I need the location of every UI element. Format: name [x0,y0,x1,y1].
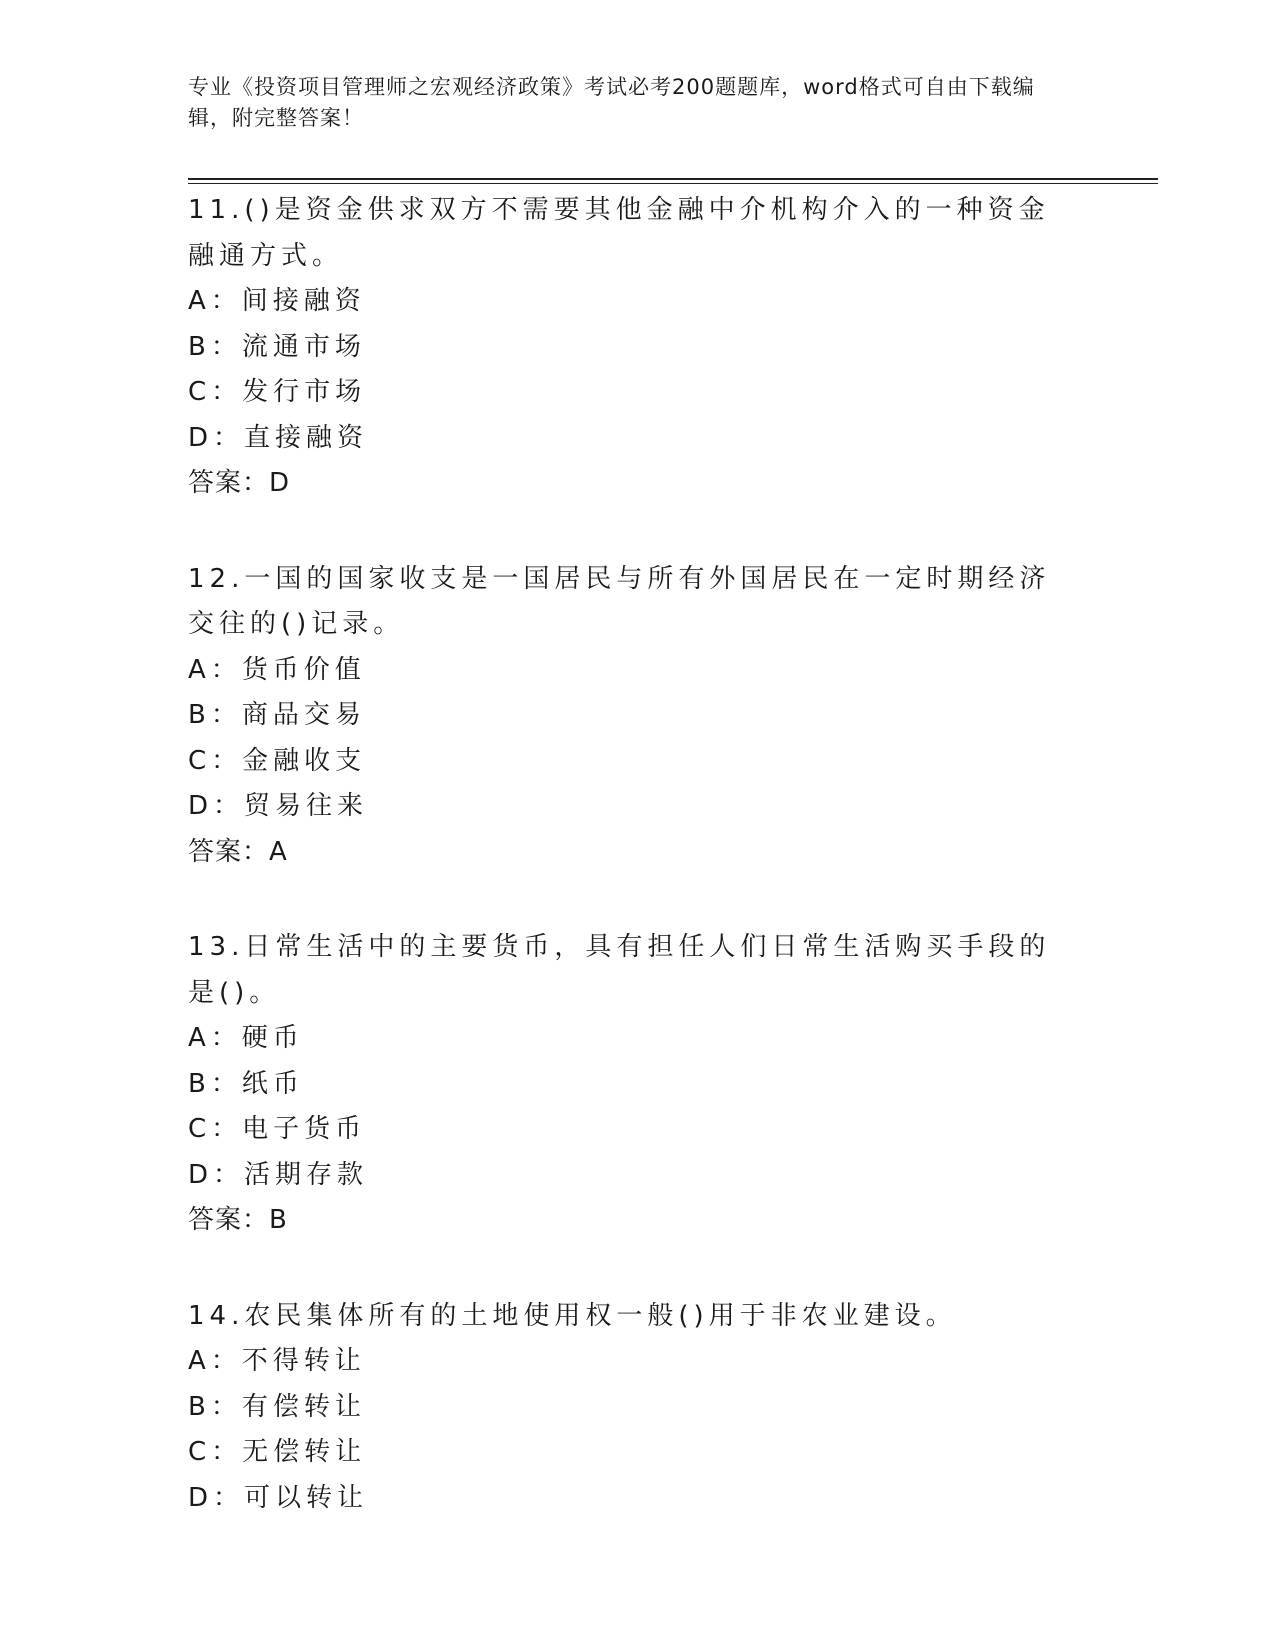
question-item [188,188,1158,507]
answer-line [188,461,1158,507]
question-item [188,1294,1158,1522]
option-a: A：货币价值 [188,654,366,685]
option-b: B：商品交易 [188,700,366,730]
question-item [188,925,1158,1244]
option-b: B：有偿转让 [188,1391,366,1422]
header-divider [188,178,1158,184]
option-a: A：间接融资 [188,286,366,316]
document-header: 专业《投资项目管理师之宏观经济政策》考试必考200题题库，word格式可自由下载编辑，附完整答案！ [188,75,1035,130]
option-c: C：金融收支 [188,745,367,776]
option-c: C：发行市场 [188,377,367,407]
question-item [188,557,1158,876]
option-a: A：硬币 [188,1023,304,1053]
answer-line [188,830,1158,876]
answer-label: 答案： [188,1205,270,1235]
answer-label: 答案： [188,468,270,498]
answer-line [188,1198,1158,1244]
option-b: B：纸币 [188,1068,304,1099]
answer-label: 答案： [188,836,270,867]
option-c: C：电子货币 [188,1114,367,1144]
option-c: C：无偿转让 [188,1437,367,1467]
option-b: B：流通市场 [188,331,366,362]
option-d: D：活期存款 [188,1159,369,1190]
option-d: D：直接融资 [188,422,369,453]
answer-value: D [269,468,290,498]
answer-value: A [269,836,287,867]
answer-value: B [269,1205,287,1235]
document-page [188,0,1158,1650]
question-text: 14.农民集体所有的土地使用权一般()用于非农业建设。 [188,1300,957,1331]
question-list [188,188,1158,1571]
option-d: D：可以转让 [188,1482,369,1513]
option-d: D：贸易往来 [188,791,369,821]
question-text: 13.日常生活中的主要货币，具有担任人们日常生活购买手段的是()。 [188,932,1051,1008]
question-text: 12.一国的国家收支是一国居民与所有外国居民在一定时期经济交往的()记录。 [188,563,1051,639]
question-text: 11.()是资金供求双方不需要其他金融中介机构介入的一种资金融通方式。 [188,195,1050,271]
option-a: A：不得转让 [188,1346,366,1376]
